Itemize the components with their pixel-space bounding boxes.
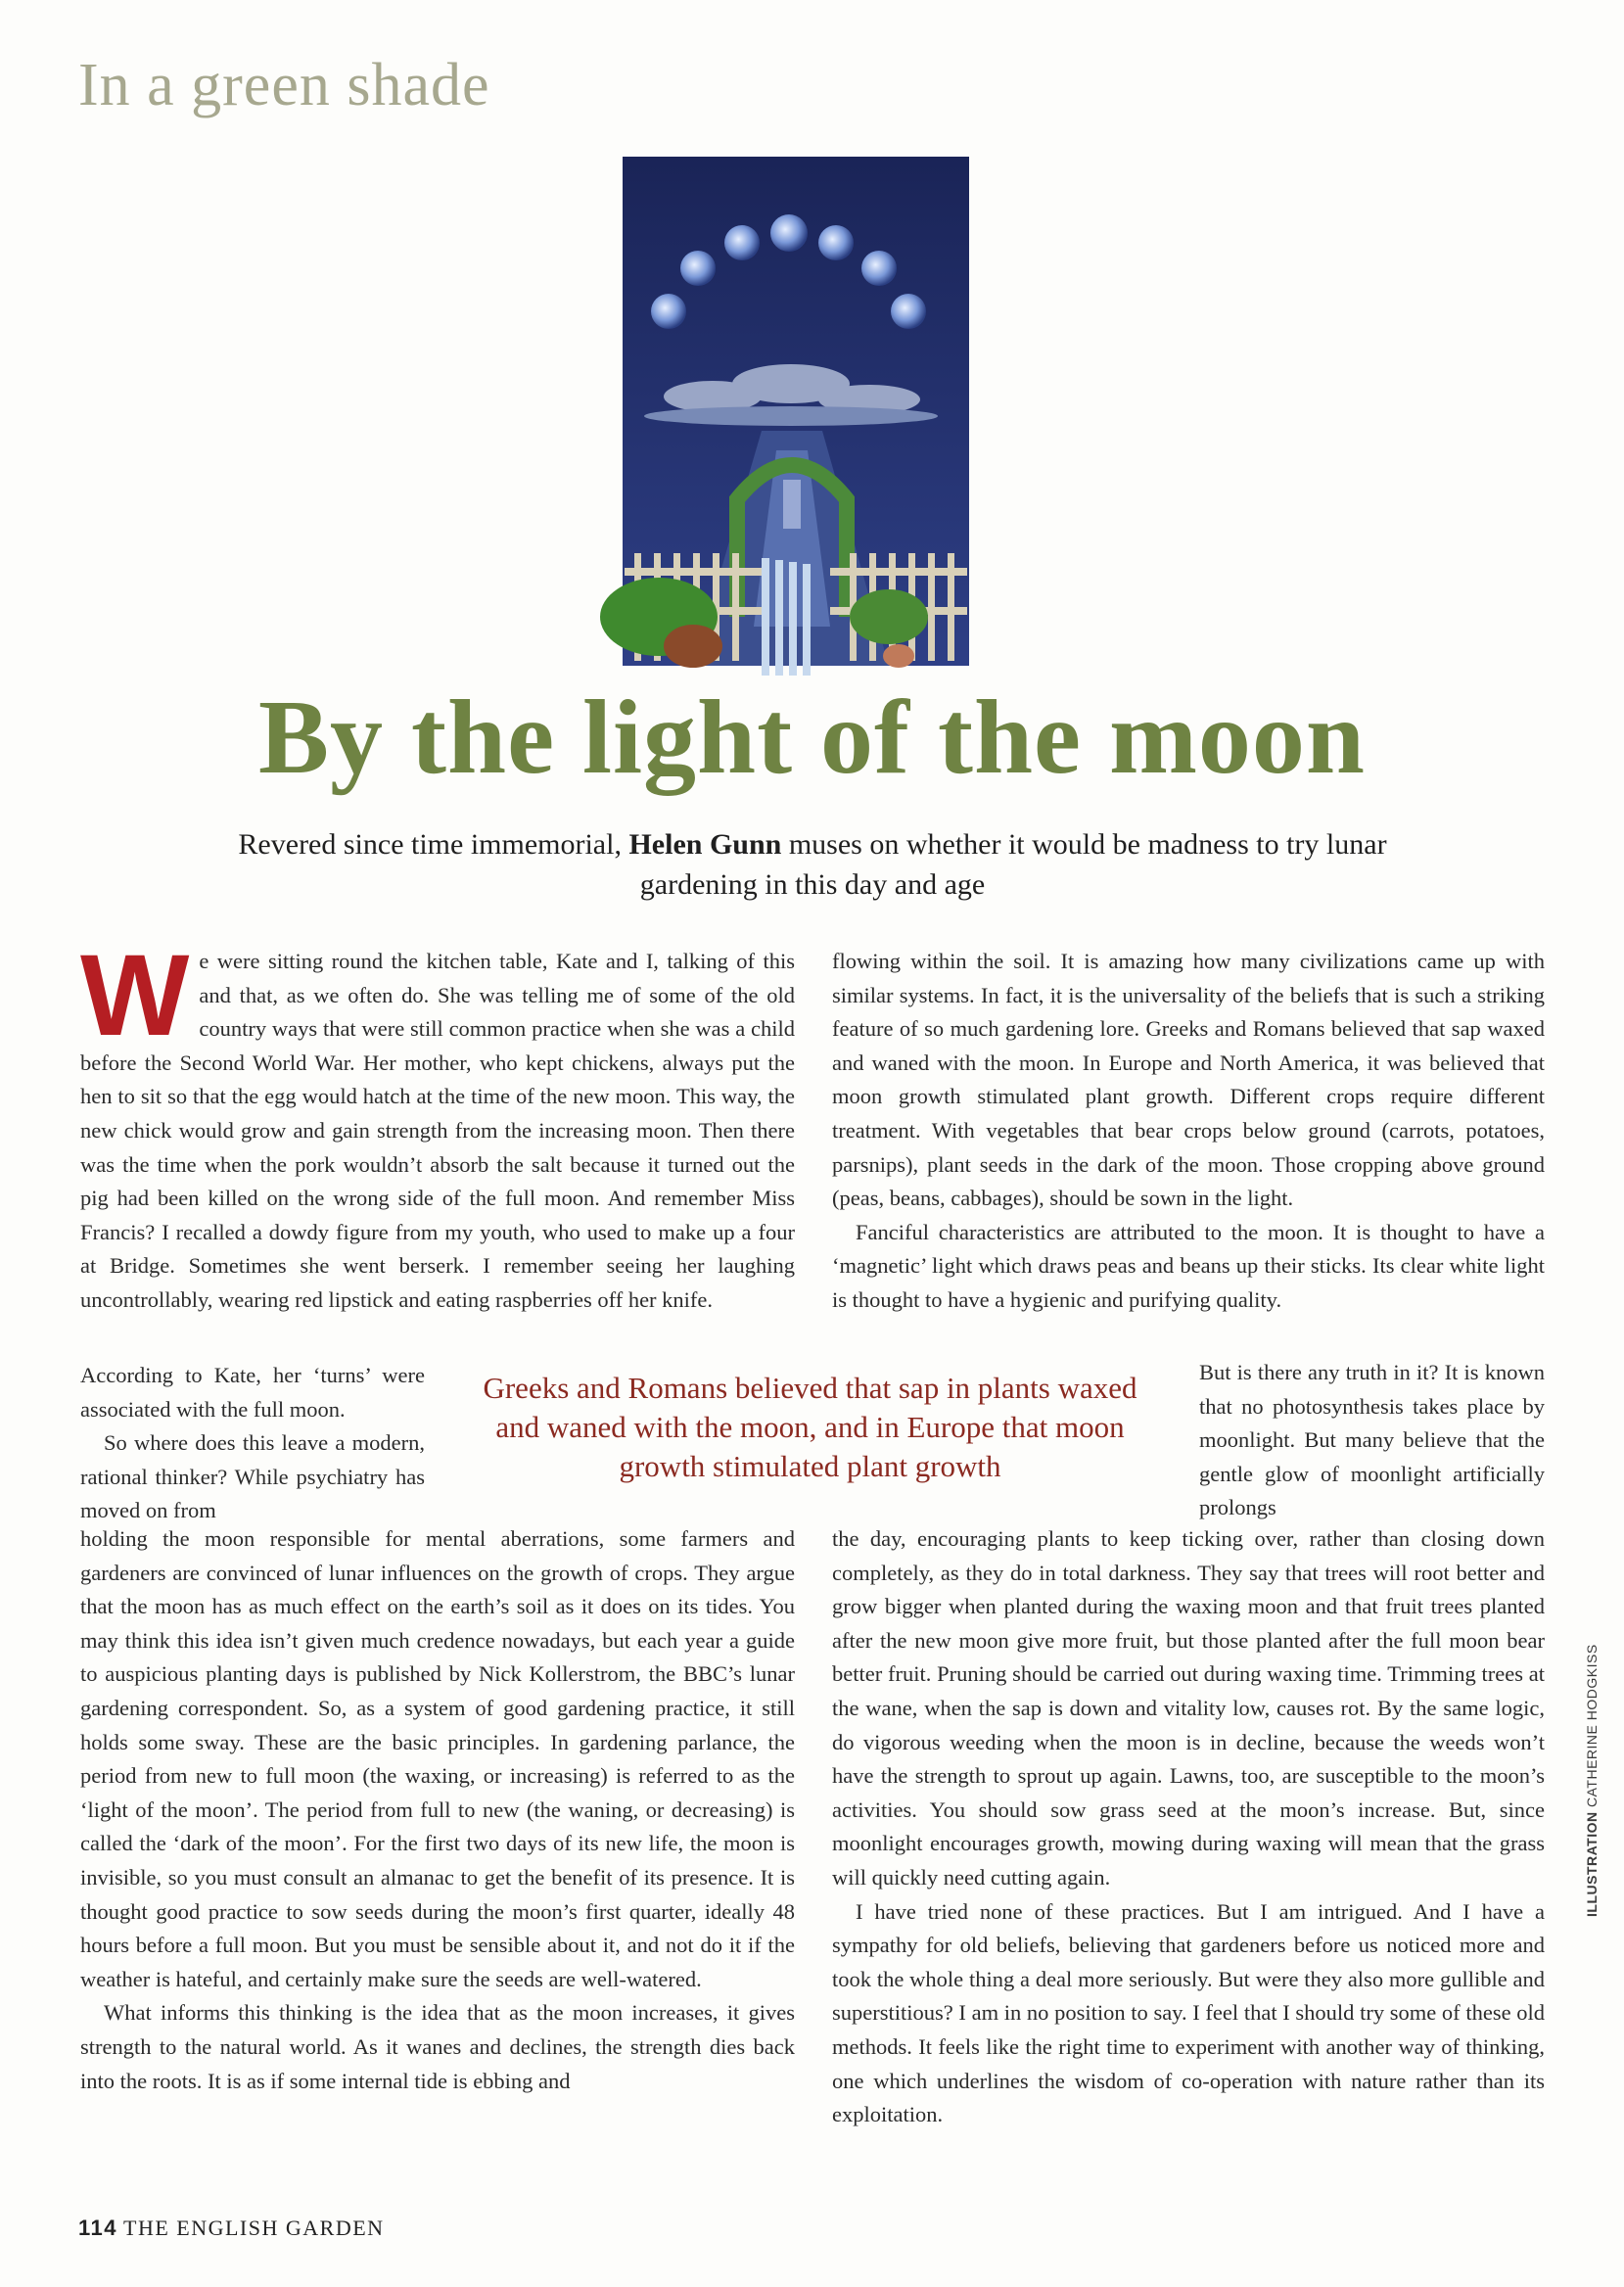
paragraph: e were sitting round the kitchen table, Kate and I, talking of this and that, as we often do. She was telling me of some of the old country ways that were still common practice when she was a child before the Second World War. Her mother, who kept chickens, always put the hen to sit so that the egg would hatch at the time of the new moon. This way, the new chick would grow and gain strength from the increasing moon. Then there was the time when the pork wouldn’t absorb the salt because it turned out the pig had been killed on the wrong side of the full moon. And remember Miss Francis? I recalled a dowdy figure from my youth, who used to make up a four at Bridge. Sometimes she went berserk. I remember seeing her laughing uncontrollably, wearing red lipstick and eating raspberries off her knife. — [80, 949, 795, 1312]
column-right-top — [832, 945, 1545, 1318]
standfirst — [225, 825, 1400, 906]
magazine-name: THE ENGLISH GARDEN — [123, 2216, 385, 2240]
headline: By the light of the moon — [258, 679, 1366, 796]
paragraph: But is there any truth in it? It is known that no photosynthesis takes place by moonlight. But many believe that the gentle glow of moonlight artificially prolongs — [1199, 1360, 1545, 1520]
section-title: In a green shade — [78, 52, 490, 118]
credit-label: ILLUSTRATION — [1584, 1811, 1600, 1917]
paragraph: So where does this leave a modern, rational thinker? While psychiatry has moved on from — [80, 1430, 425, 1523]
paragraph: According to Kate, her ‘turns’ were associated with the full moon. — [80, 1363, 425, 1422]
page-number: 114 — [78, 2216, 117, 2240]
column-right-narrow — [1199, 1356, 1545, 1525]
standfirst-intro: Revered since time immemorial, — [238, 828, 629, 861]
moon-garden-illustration — [566, 157, 1018, 705]
column-left-bottom — [80, 1522, 795, 2098]
drop-cap: W — [80, 931, 190, 1060]
paragraph: holding the moon responsible for mental aberrations, some farmers and gardeners are convinced of lunar influences on the growth of crops. They argue that the moon has as much effect on the earth’s soil as it does on its tides. You may think this idea isn’t given much credence nowadays, but each year a guide to auspicious planting days is published by Nick Kollerstrom, the BBC’s lunar gardening correspondent. So, as a system of good gardening practice, it still holds some sway. These are the basic principles. In gardening parlance, the period from new to full moon (the waxing, or increasing) is referred to as the ‘light of the moon’. The period from full to new (the waning, or decreasing) is called the ‘dark of the moon’. For the first two days of its new life, the moon is invisible, so you must consult an almanac to get the benefit of its presence. It is thought good practice to sow seeds during the moon’s first quarter, ideally 48 hours before a full moon. But you must be sensible about it, and not do it if the weather is hateful, and certainly make sure the seeds are well-watered. — [80, 1526, 795, 1991]
column-right-bottom — [832, 1522, 1545, 2132]
column-left-narrow — [80, 1359, 425, 1528]
paragraph: Fanciful characteristics are attributed to the moon. It is thought to have a ‘magnetic’ light which draws peas and beans up their sticks. Its clear white light is thought to have a hygienic and purifying quality. — [832, 1219, 1545, 1312]
standfirst-rest: muses on whether it would be madness to try lunar gardening in this day and age — [639, 828, 1387, 901]
paragraph: What informs this thinking is the idea that as the moon increases, it gives strength to the natural world. As it wanes and declines, the strength dies back into the roots. It is as if some internal tide is ebbing and — [80, 2000, 795, 2093]
pull-quote: Greeks and Romans believed that sap in plants waxed and waned with the moon, and in Europe that moon growth stimulated plant growth — [483, 1371, 1137, 1483]
paragraph: the day, encouraging plants to keep ticking over, rather than closing down completely, as they do in total darkness. They say that trees will root better and grow bigger when planted during the waxing moon and that fruit trees planted after the new moon give more fruit, but those planted after the full moon bear better fruit. Pruning should be carried out during waxing time. Trimming trees at the wane, when the sap is down and vitality low, causes rot. By the same logic, do vigorous weeding when the moon is in decline, because the weeds won’t have the strength to sprout up again. Lawns, too, are susceptible to the moon’s activities. You should sow grass seed at the moon’s increase. But, since moonlight encourages growth, mowing during waxing will mean that the grass will quickly need cutting again. — [832, 1526, 1545, 1890]
paragraph: flowing within the soil. It is amazing how many civilizations came up with similar systems. In fact, it is the universality of the beliefs that is such a striking feature of so much gardening lore. Greeks and Romans believed that sap waxed and waned with the moon. In Europe and North America, it was believed that moon growth stimulated plant growth. Different crops require different treatment. With vegetables that bear crops below ground (carrots, potatoes, parsnips), plant seeds in the dark of the moon. Those cropping above ground (peas, beans, cabbages), should be sown in the light. — [832, 949, 1545, 1211]
column-left-top — [80, 931, 795, 1318]
author-name: Helen Gunn — [628, 828, 782, 861]
paragraph: I have tried none of these practices. But I am intrigued. And I have a sympathy for old beliefs, believing that gardeners before us noticed more and took the whole thing a deal more seriously. But were they also more gullible and superstitious? I am in no position to say. I feel that I should try some of these old methods. It feels like the right time to experiment with another way of thinking, one which underlines the wisdom of co-operation with nature rather than its exploitation. — [832, 1898, 1545, 2127]
page-folio — [78, 2216, 385, 2241]
credit-name: CATHERINE HODGKISS — [1584, 1644, 1600, 1807]
illustration-credit — [1584, 1644, 1600, 1917]
